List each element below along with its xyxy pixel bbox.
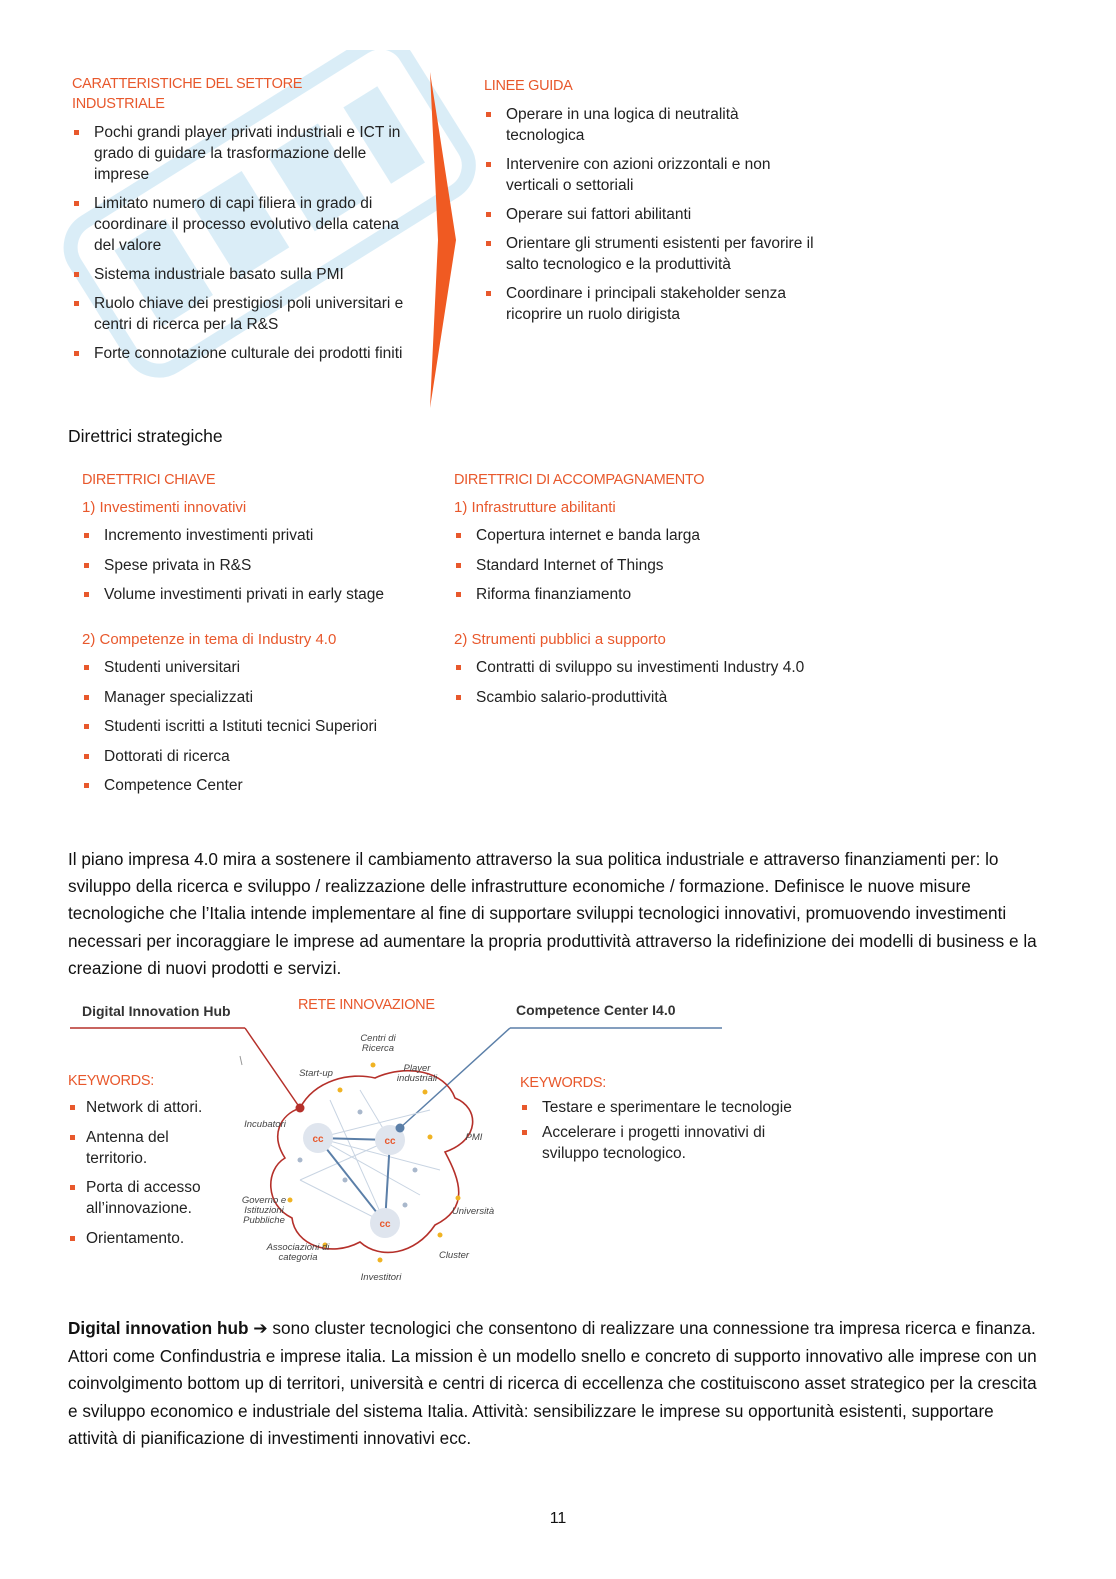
key-directives xyxy=(82,470,442,805)
list-item: Sistema industriale basato sulla PMI xyxy=(72,264,412,285)
label-cluster: Cluster xyxy=(438,1250,470,1261)
rete-heading: RETE INNOVAZIONE xyxy=(298,997,435,1013)
cc-label: cc xyxy=(312,1134,324,1145)
cc-heading: Competence Center I4.0 xyxy=(516,1002,676,1018)
acc-group2-list xyxy=(454,657,854,708)
list-item: Accelerare i progetti innovativi di sviluppo tecnologico. xyxy=(520,1122,792,1164)
list-item: Forte connotazione culturale dei prodotti finiti xyxy=(72,343,412,364)
list-item: Orientamento. xyxy=(68,1228,238,1249)
list-item: Copertura internet e banda larga xyxy=(454,525,854,546)
list-item: Pochi grandi player privati industriali e ICT in grado di guidare la trasformazione delle imprese xyxy=(72,122,412,185)
sector-characteristics xyxy=(72,74,412,372)
dih-keywords-list xyxy=(68,1097,238,1249)
list-item: Testare e sperimentare le tecnologie xyxy=(520,1097,820,1118)
dih-definition: sono cluster tecnologici che consentono di realizzare una connessione tra impresa ricerca e finanza. Attori come Confindustria e imprese italia. La mission è un modello snello e concreto di supporto innovativo alle imprese con un coinvolgimento bottom up di territori, università e centri di ricerca di eccellenza che costituiscono asset strategico per la crescita e sviluppo economico e industriale del sistema Italia. Attività: sensibilizzare le imprese su opportunità esistenti, supportare attività di pianificazione di investimenti innovativi ecc. xyxy=(68,1318,1037,1448)
label-pmi: PMI xyxy=(465,1132,483,1143)
guidelines-title: LINEE GUIDA xyxy=(484,78,573,94)
acc-group1-list xyxy=(454,525,854,605)
list-item: Porta di accesso all’innovazione. xyxy=(68,1177,226,1219)
key-group2-list xyxy=(82,657,442,796)
label-governo: Governo e Istituzioni Pubbliche xyxy=(241,1195,287,1226)
label-investitori: Investitori xyxy=(360,1272,402,1283)
list-item: Orientare gli strumenti esistenti per favorire il salto tecnologico e la produttività xyxy=(484,233,814,275)
list-item: Network di attori. xyxy=(68,1097,238,1118)
list-item: Studenti iscritti a Istituti tecnici Superiori xyxy=(82,716,442,737)
label-player-industriali: Player industriali xyxy=(396,1063,438,1084)
list-item: Riforma finanziamento xyxy=(454,584,854,605)
list-item: Competence Center xyxy=(82,775,442,796)
label-associazioni: Associazioni di categoria xyxy=(266,1242,330,1263)
list-item: Studenti universitari xyxy=(82,657,442,678)
list-item: Coordinare i principali stakeholder senza ricoprire un ruolo dirigista xyxy=(484,283,814,325)
dih-keywords xyxy=(68,1071,238,1257)
accompanying-directives xyxy=(454,470,854,716)
key-group1-title: 1) Investimenti innovativi xyxy=(82,499,247,516)
cc-keywords xyxy=(520,1073,820,1173)
list-item: Dottorati di ricerca xyxy=(82,746,442,767)
cc-label: cc xyxy=(379,1219,391,1230)
list-item: Volume investimenti privati in early stage xyxy=(82,584,442,605)
key-group2-title: 2) Competenze in tema di Industry 4.0 xyxy=(82,631,337,648)
key-group1-list xyxy=(82,525,442,605)
label-centri-ricerca: Centri di Ricerca xyxy=(360,1033,396,1054)
orange-chevron-divider xyxy=(426,70,460,410)
list-item: Operare in una logica di neutralità tecnologica xyxy=(484,104,814,146)
list-item: Operare sui fattori abilitanti xyxy=(484,204,814,225)
list-item: Spese privata in R&S xyxy=(82,555,442,576)
list-item: Scambio salario-produttività xyxy=(454,687,854,708)
direttrici-heading: Direttrici strategiche xyxy=(68,426,223,446)
cc-keywords-title: KEYWORDS: xyxy=(520,1075,606,1091)
acc-directives-title: DIRETTRICI DI ACCOMPAGNAMENTO xyxy=(454,472,705,488)
cc-keywords-list xyxy=(520,1097,820,1164)
label-universita: Università xyxy=(451,1206,495,1217)
dih-keywords-title: KEYWORDS: xyxy=(68,1073,154,1089)
key-directives-title: DIRETTRICI CHIAVE xyxy=(82,472,216,488)
list-item: Incremento investimenti privati xyxy=(82,525,442,546)
sector-list xyxy=(72,122,412,364)
list-item: Limitato numero di capi filiera in grado di coordinare il processo evolutivo della catena del valore xyxy=(72,193,412,256)
list-item: Manager specializzati xyxy=(82,687,442,708)
guidelines xyxy=(484,76,814,333)
guidelines-list xyxy=(484,104,814,325)
arrow-icon: ➔ xyxy=(253,1319,268,1339)
sector-title: CARATTERISTICHE DEL SETTORE INDUSTRIALE xyxy=(72,76,303,112)
list-item: Intervenire con azioni orizzontali e non verticali o settoriali xyxy=(484,154,814,196)
cc-label: cc xyxy=(384,1136,396,1147)
paragraph-dih xyxy=(68,1315,1043,1452)
paragraph-impresa: Il piano impresa 4.0 mira a sostenere il cambiamento attraverso la sua politica industriale e attraverso finanziamenti per: lo sviluppo della ricerca e sviluppo / realizzazione delle infrastrutture economiche / formazione. Definisce le nuove misure tecnologiche che l’Italia intende implementare al fine di supportare sviluppi tecnologici innovativi, promuovendo investimenti necessari per incoraggiare le imprese ad aumentare la propria produttività attraverso la ridefinizione dei modelli di business e la creazione di nuovi prodotti e servizi. xyxy=(68,849,1037,978)
acc-group1-title: 1) Infrastrutture abilitanti xyxy=(454,499,616,516)
list-item: Ruolo chiave dei prestigiosi poli universitari e centri di ricerca per la R&S xyxy=(72,293,412,335)
label-incubatori: Incubatori xyxy=(244,1119,286,1130)
acc-group2-title: 2) Strumenti pubblici a supporto xyxy=(454,631,666,648)
list-item: Standard Internet of Things xyxy=(454,555,854,576)
list-item: Antenna del territorio. xyxy=(68,1127,196,1169)
page-number: 11 xyxy=(549,1510,567,1527)
dih-term: Digital innovation hub xyxy=(68,1318,249,1338)
list-item: Contratti di sviluppo su investimenti Industry 4.0 xyxy=(454,657,854,678)
dih-heading: Digital Innovation Hub xyxy=(82,1003,231,1019)
label-startup: Start-up xyxy=(299,1068,333,1079)
